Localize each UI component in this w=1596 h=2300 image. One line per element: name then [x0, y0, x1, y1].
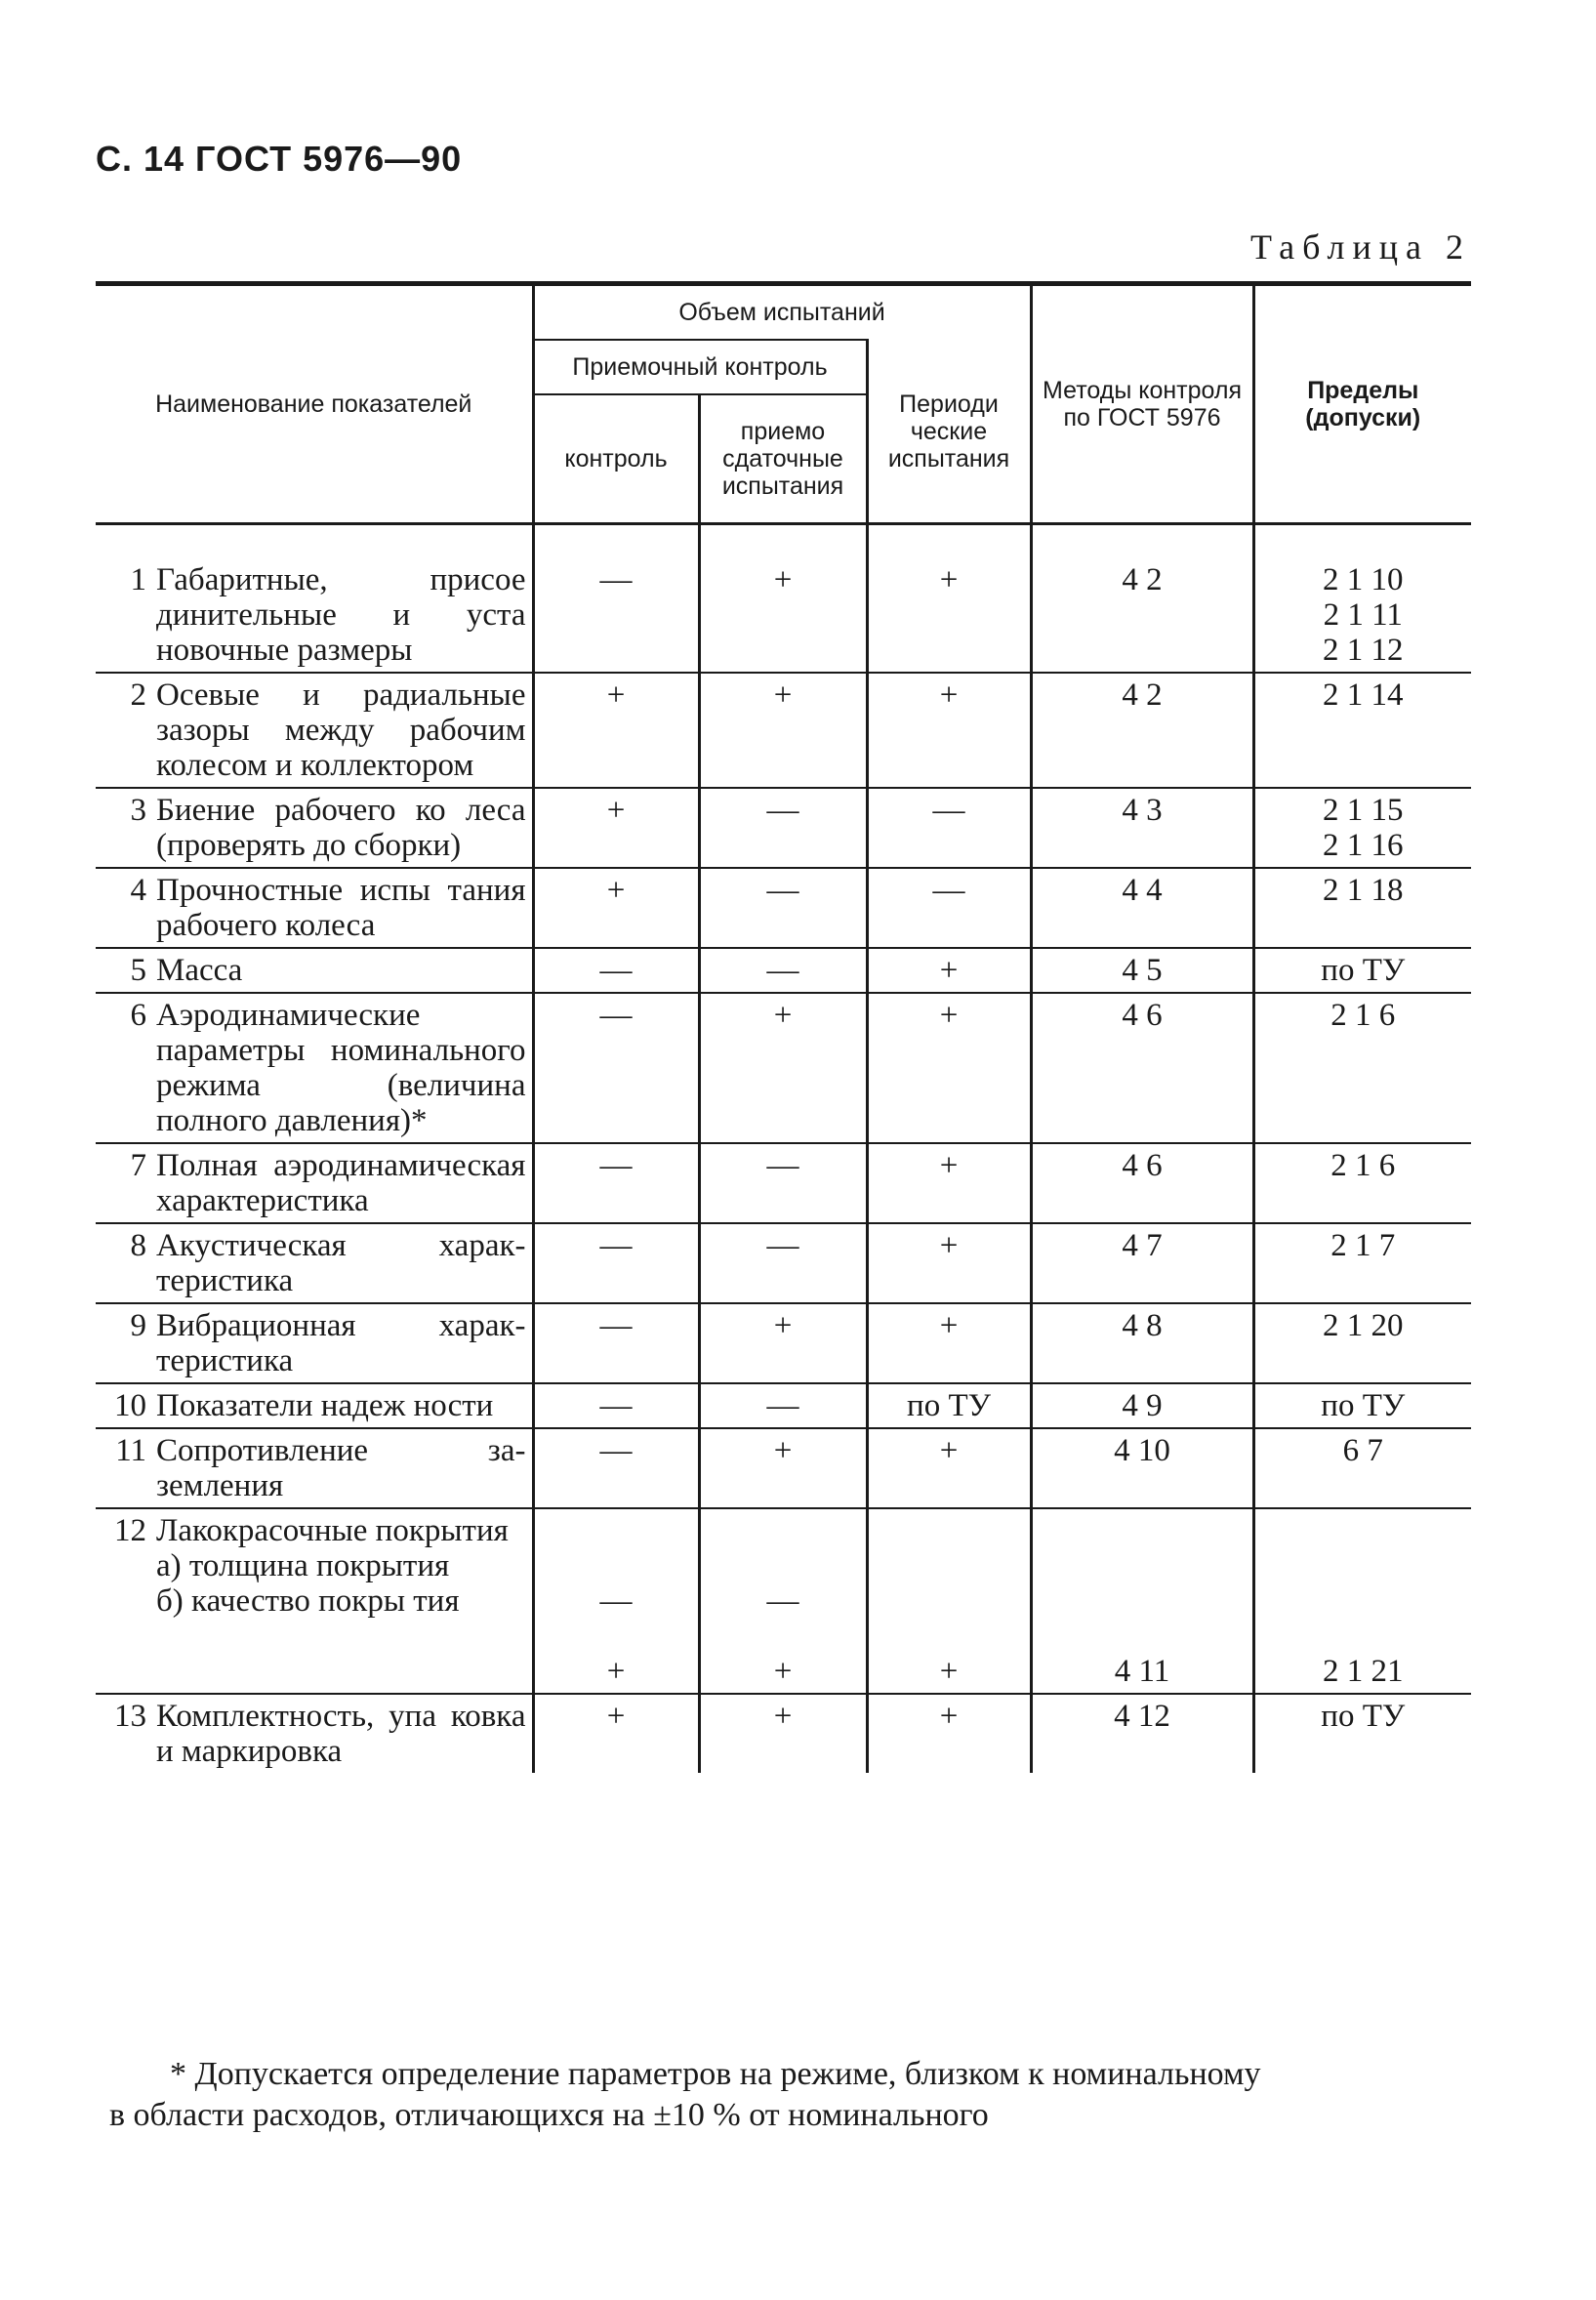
cell-method: 4 5	[1031, 948, 1253, 993]
cell-method: 4 10	[1031, 1428, 1253, 1508]
table-row	[96, 788, 1471, 868]
cell-control: —	[533, 524, 699, 674]
cell-control: —	[533, 1143, 699, 1223]
cell-periodic: +	[867, 524, 1031, 674]
cell-periodic	[867, 1508, 1031, 1694]
cell-method: 4 2	[1031, 524, 1253, 674]
cell-method	[1031, 1508, 1253, 1694]
cell-limits	[1253, 1428, 1471, 1508]
limit-value: 2 1 12	[1323, 633, 1404, 668]
footnote-line-2: в области расходов, отличающихся на ±10 % от номинального	[109, 2097, 989, 2133]
cell-periodic: —	[867, 788, 1031, 868]
row-number: 2	[130, 678, 146, 713]
spec-table	[96, 281, 1471, 1773]
row-name: Полная аэродинамическая характеристика	[156, 1148, 526, 1218]
row-number: 12	[114, 1513, 146, 1548]
cell-method-b: 4 11	[1114, 1654, 1170, 1689]
table-row	[96, 1694, 1471, 1773]
spec-table-wrap	[96, 281, 1471, 1773]
row-number: 5	[130, 953, 146, 988]
cell-method: 4 6	[1031, 993, 1253, 1143]
cell-limits	[1253, 1694, 1471, 1773]
cell-acceptance: —	[699, 868, 867, 948]
cell-periodic: +	[867, 1428, 1031, 1508]
table-row	[96, 948, 1471, 993]
limit-value: 2 1 21	[1323, 1654, 1404, 1689]
row-subitem-b: б) качество покры тия	[156, 1583, 460, 1619]
row-number: 11	[115, 1433, 146, 1468]
row-name: Показатели надеж ности	[156, 1388, 494, 1423]
cell-acceptance: —	[699, 948, 867, 993]
table-row	[96, 1223, 1471, 1303]
cell-acceptance: +	[699, 673, 867, 788]
row-number: 9	[130, 1308, 146, 1343]
cell-periodic: +	[867, 1223, 1031, 1303]
cell-acceptance: +	[699, 1428, 867, 1508]
limit-value: 2 1 6	[1330, 1148, 1396, 1183]
row-name: Биение рабочего ко леса (проверять до сборки)	[156, 793, 526, 863]
limit-value: 2 1 15	[1323, 793, 1404, 828]
row-name: Осевые и радиальные зазоры между рабочим колесом и коллектором	[156, 678, 526, 783]
cell-method: 4 4	[1031, 868, 1253, 948]
cell-periodic-b: +	[939, 1654, 959, 1689]
row-name: Сопротивление заземления	[156, 1433, 526, 1503]
cell-control: —	[533, 1223, 699, 1303]
limit-value: 2 1 11	[1323, 597, 1403, 633]
cell-control: +	[533, 868, 699, 948]
table-row	[96, 993, 1471, 1143]
limit-value: 2 1 6	[1330, 998, 1396, 1033]
cell-limits	[1253, 948, 1471, 993]
table-row	[96, 1383, 1471, 1428]
cell-control: +	[533, 1694, 699, 1773]
table-row	[96, 1508, 1471, 1694]
limit-value: 2 1 18	[1323, 873, 1404, 908]
cell-method: 4 7	[1031, 1223, 1253, 1303]
header-methods: Методы контроля по ГОСТ 5976	[1031, 284, 1253, 524]
header-name: Наименование показателей	[96, 284, 533, 524]
cell-method: 4 3	[1031, 788, 1253, 868]
table-row	[96, 868, 1471, 948]
footnote	[109, 2054, 1476, 2136]
limit-value: по ТУ	[1321, 953, 1406, 988]
limit-value: 2 1 10	[1323, 562, 1404, 597]
row-name: Акустическая характеристика	[156, 1228, 526, 1298]
cell-control	[533, 1508, 699, 1694]
cell-limits	[1253, 1383, 1471, 1428]
cell-acceptance: +	[699, 524, 867, 674]
table-caption: Таблица 2	[1250, 227, 1471, 267]
row-number: 7	[130, 1148, 146, 1183]
row-name: Аэродинамические параметры номинального режима (величина полного давления)*	[156, 998, 526, 1138]
row-number: 6	[130, 998, 146, 1033]
cell-acceptance: —	[699, 788, 867, 868]
cell-periodic: —	[867, 868, 1031, 948]
header-periodic: Периоди ческие испытания	[867, 340, 1031, 524]
cell-acceptance-a: —	[766, 1583, 799, 1619]
cell-method: 4 9	[1031, 1383, 1253, 1428]
cell-acceptance-b: +	[773, 1654, 793, 1689]
row-number: 13	[114, 1699, 146, 1734]
cell-limits	[1253, 524, 1471, 674]
cell-periodic: +	[867, 1143, 1031, 1223]
cell-method: 4 8	[1031, 1303, 1253, 1383]
header-acceptance: Приемочный контроль	[533, 340, 867, 394]
cell-control: +	[533, 788, 699, 868]
cell-periodic: +	[867, 673, 1031, 788]
cell-periodic: +	[867, 948, 1031, 993]
header-limits	[1253, 284, 1471, 524]
cell-limits	[1253, 1508, 1471, 1694]
cell-control-a: —	[599, 1583, 633, 1619]
limit-value: по ТУ	[1321, 1699, 1406, 1734]
cell-control: —	[533, 948, 699, 993]
header-limits-label: Пределы (допуски)	[1305, 377, 1421, 431]
cell-control-b: +	[606, 1654, 626, 1689]
row-name: Лакокрасочные покрытия	[156, 1513, 509, 1548]
cell-acceptance: —	[699, 1383, 867, 1428]
footnote-line-1: * Допускается определение параметров на режиме, близком к номинальному	[170, 2056, 1261, 2092]
cell-method: 4 2	[1031, 673, 1253, 788]
row-name: Прочностные испы тания рабочего колеса	[156, 873, 526, 943]
cell-control: —	[533, 993, 699, 1143]
cell-control: —	[533, 1303, 699, 1383]
limit-value: 2 1 20	[1323, 1308, 1404, 1343]
limit-value: 6 7	[1342, 1433, 1383, 1468]
cell-periodic: +	[867, 993, 1031, 1143]
cell-method: 4 12	[1031, 1694, 1253, 1773]
limit-value: по ТУ	[1321, 1388, 1406, 1423]
row-name: Комплектность, упа ковка и маркировка	[156, 1699, 526, 1769]
cell-acceptance	[699, 1508, 867, 1694]
cell-acceptance: +	[699, 1303, 867, 1383]
row-number: 8	[130, 1228, 146, 1263]
limit-value: 2 1 14	[1323, 678, 1404, 713]
cell-limits	[1253, 868, 1471, 948]
row-number: 1	[130, 562, 146, 597]
cell-limits	[1253, 673, 1471, 788]
row-subitem-a: а) толщина покрытия	[156, 1548, 450, 1583]
cell-acceptance: —	[699, 1143, 867, 1223]
header-control: контроль	[533, 394, 699, 524]
row-name: Габаритные, присое динительные и уста новочные размеры	[156, 562, 526, 668]
cell-control: —	[533, 1428, 699, 1508]
cell-method: 4 6	[1031, 1143, 1253, 1223]
cell-limits	[1253, 1223, 1471, 1303]
table-row	[96, 673, 1471, 788]
row-number: 10	[114, 1388, 146, 1423]
row-number: 3	[130, 793, 146, 828]
cell-periodic: по ТУ	[867, 1383, 1031, 1428]
cell-acceptance: +	[699, 1694, 867, 1773]
cell-acceptance: +	[699, 993, 867, 1143]
row-name: Масса	[156, 953, 243, 988]
limit-value: 2 1 7	[1330, 1228, 1396, 1263]
cell-periodic: +	[867, 1303, 1031, 1383]
header-acceptance-tests: приемо сдаточные испытания	[699, 394, 867, 524]
cell-limits	[1253, 993, 1471, 1143]
cell-periodic: +	[867, 1694, 1031, 1773]
page-header: С. 14 ГОСТ 5976—90	[96, 139, 463, 179]
cell-limits	[1253, 1143, 1471, 1223]
table-row	[96, 1143, 1471, 1223]
cell-limits	[1253, 1303, 1471, 1383]
table-row	[96, 524, 1471, 674]
limit-value: 2 1 16	[1323, 828, 1404, 863]
cell-control: +	[533, 673, 699, 788]
header-scope: Объем испытаний	[533, 284, 1031, 341]
table-row	[96, 1428, 1471, 1508]
table-row	[96, 1303, 1471, 1383]
cell-limits	[1253, 788, 1471, 868]
row-name: Вибрационная характеристика	[156, 1308, 526, 1378]
cell-acceptance: —	[699, 1223, 867, 1303]
row-number: 4	[130, 873, 146, 908]
cell-control: —	[533, 1383, 699, 1428]
